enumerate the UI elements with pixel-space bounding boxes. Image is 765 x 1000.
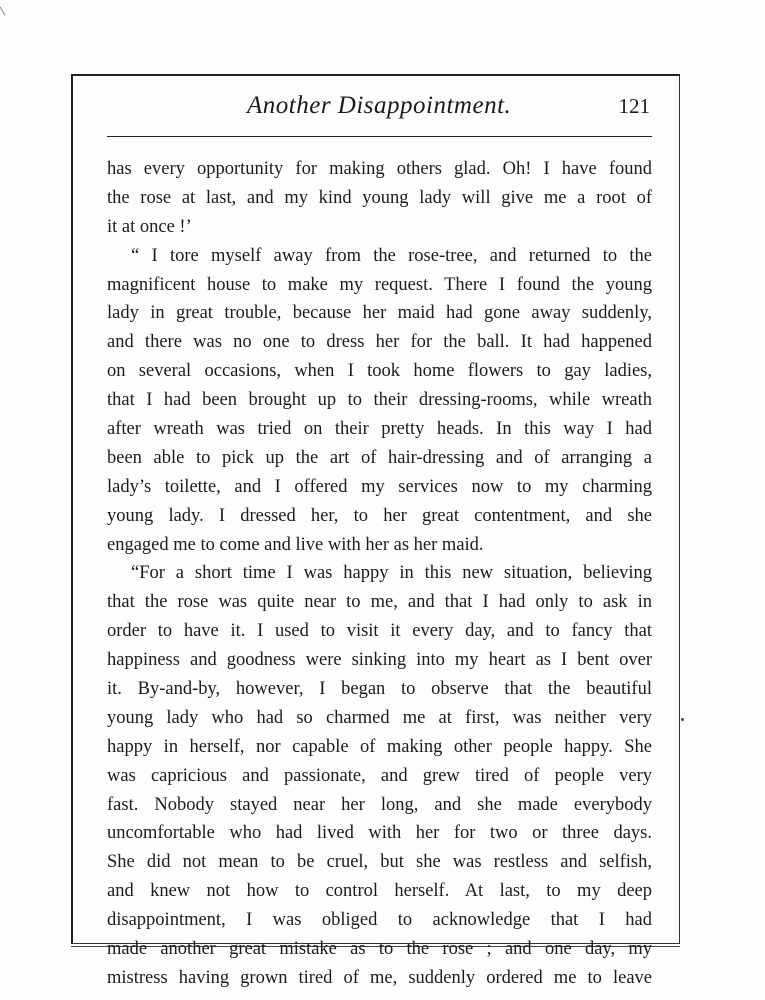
text-line: that the rose was quite near to me, and that I had only to ask in xyxy=(107,592,652,613)
text-line: made another great mistake as to the rose ; and one day, my xyxy=(107,939,652,960)
text-line: lady in great trouble, because her maid had gone away suddenly, xyxy=(107,303,652,324)
body-text xyxy=(107,155,652,993)
text-line: happiness and goodness were sinking into my heart as I bent over xyxy=(107,650,652,671)
scan-mark xyxy=(0,6,5,15)
text-line: has every opportunity for making others glad. Oh! I have found xyxy=(107,159,652,179)
text-line: engaged me to come and live with her as her maid. xyxy=(107,534,484,555)
header-rule xyxy=(107,136,652,137)
text-line: and knew not how to control herself. At last, to my deep xyxy=(107,881,652,902)
text-line: uncomfortable who had lived with her for two or three days. xyxy=(107,823,652,844)
running-title: Another Disappointment. xyxy=(247,92,512,119)
text-line: happy in herself, nor capable of making other people happy. She xyxy=(107,736,652,757)
text-line: fast. Nobody stayed near her long, and she made everybody xyxy=(107,794,652,815)
text-line: “ I tore myself away from the rose-tree, and returned to the xyxy=(131,245,652,266)
page-number: 121 xyxy=(618,94,650,118)
text-line: young lady. I dressed her, to her great contentment, and she xyxy=(107,505,652,526)
text-line: after wreath was tried on their pretty heads. In this way I had xyxy=(107,419,652,440)
text-line: the rose at last, and my kind young lady will give me a root of xyxy=(107,187,652,208)
text-line: that I had been brought up to their dressing-rooms, while wreath xyxy=(107,390,652,411)
text-line: lady’s toilette, and I offered my services now to my charming xyxy=(107,476,652,497)
text-line: mistress having grown tired of me, suddenly ordered me to leave xyxy=(107,967,652,988)
text-line: it. By-and-by, however, I began to observe that the beautiful xyxy=(107,679,652,700)
scan-speck xyxy=(681,718,684,721)
text-line: and there was no one to dress her for the ball. It had happened xyxy=(107,332,652,353)
running-header xyxy=(107,92,652,128)
text-line: magnificent house to make my request. There I found the young xyxy=(107,274,652,295)
text-line: been able to pick up the art of hair-dressing and of arranging a xyxy=(107,447,652,468)
text-line: disappointment, I was obliged to acknowledge that I had xyxy=(107,910,652,931)
text-line: “For a short time I was happy in this new situation, believing xyxy=(131,563,652,584)
text-line: was capricious and passionate, and grew tired of people very xyxy=(107,765,652,786)
text-line: She did not mean to be cruel, but she was restless and selfish, xyxy=(107,852,652,873)
text-line: young lady who had so charmed me at first, was neither very xyxy=(107,707,652,728)
text-line: it at once !’ xyxy=(107,216,192,237)
text-line: on several occasions, when I took home flowers to gay ladies, xyxy=(107,361,652,382)
text-line: order to have it. I used to visit it every day, and to fancy that xyxy=(107,621,652,642)
